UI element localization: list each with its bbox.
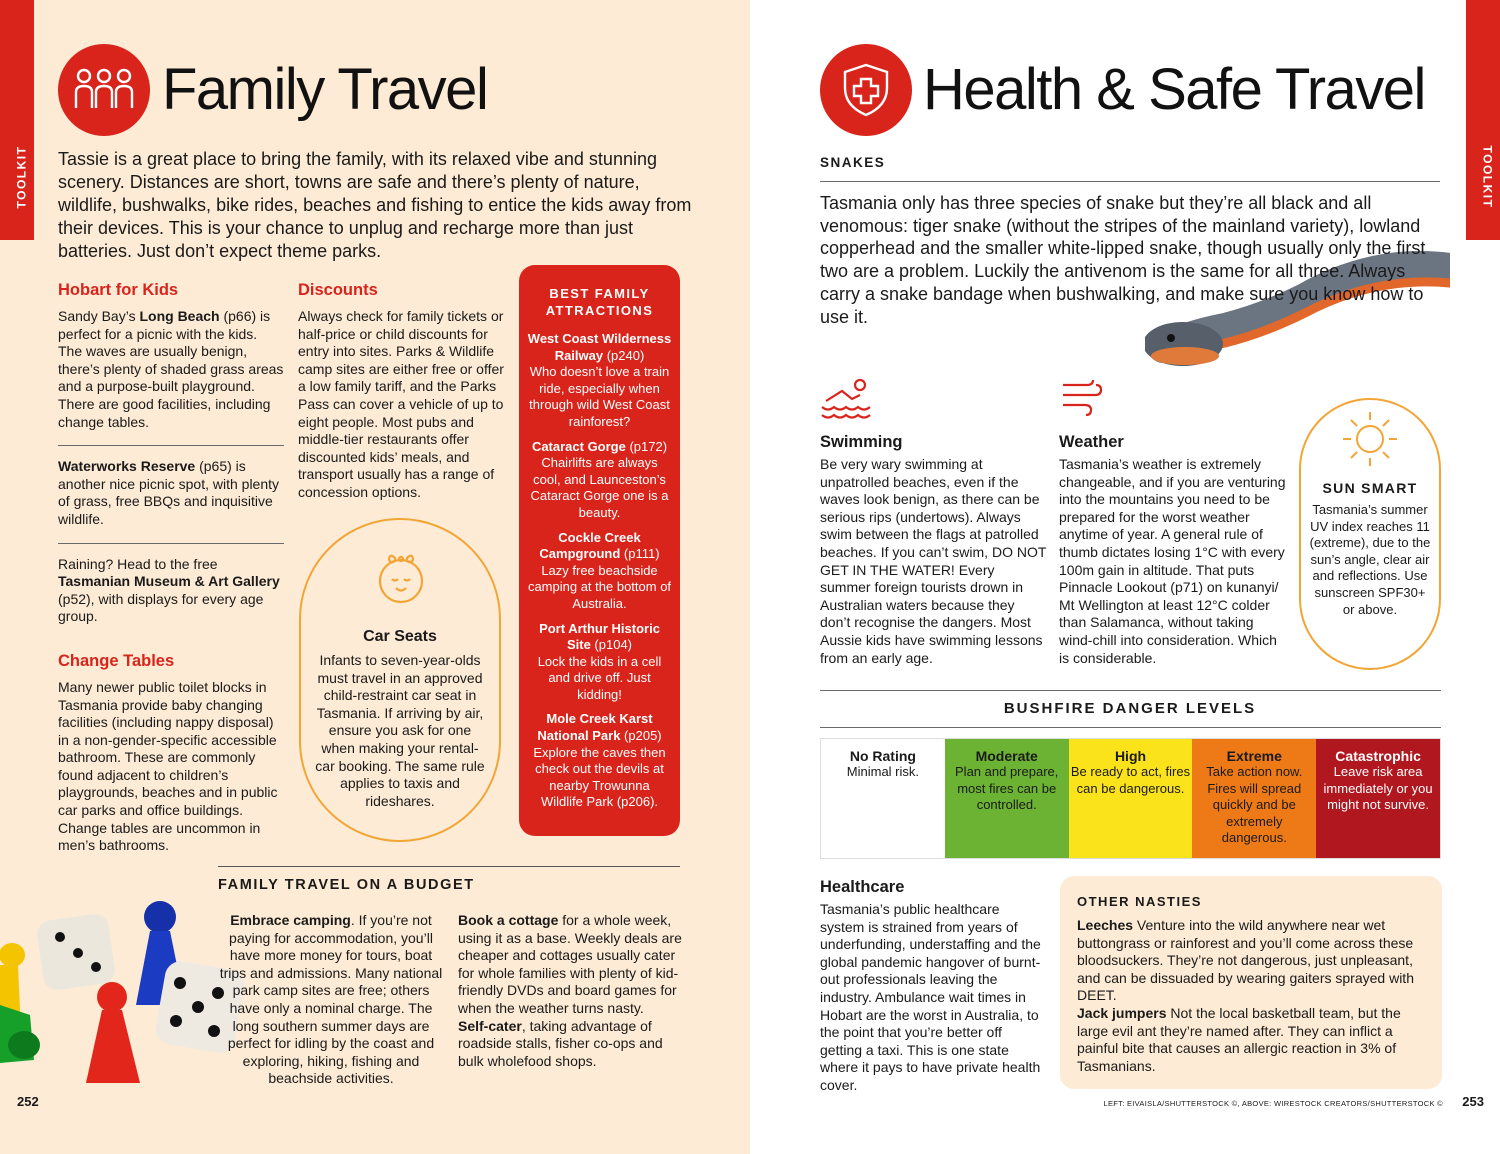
- divider: [820, 181, 1440, 182]
- sun-icon: [1341, 410, 1399, 468]
- attractions-heading: BEST FAMILY ATTRACTIONS: [545, 286, 654, 318]
- healthcare-text: Tasmania’s public healthcare system is strained from years of underfunding, understaffing and the global pandemic hangover of burnt-out professionals leaving the industry. Ambulance wait times in Hobart are the worst in Australia, to the point that you’re better off getting a taxi. This is one state where it pays to have private health cover.: [820, 901, 1041, 1093]
- page-number: 253: [1462, 1094, 1484, 1109]
- right-page: [750, 0, 1500, 1154]
- toolkit-tab-right: [1466, 0, 1500, 240]
- budget-heading: FAMILY TRAVEL ON A BUDGET: [218, 877, 475, 893]
- budget-col-2: [458, 912, 682, 1070]
- camping-text: Embrace camping. If you’re not paying for accommodation, you’ll have more money for tours, boat trips and admissions. Many national park camp sites are free; others have only a nominal charge. The long southern summer days are perfect for idling by the coast and exploring, hiking, fishing and beachside activities.: [219, 912, 443, 1087]
- weather-text: Tasmania’s weather is extremely changeable, and if you are venturing into the mountains you need to be prepared for the worst weather anytime of year. A general rule of thumb dictates losing 1°C with every 100m gain in altitude. That puts Pinnacle Lookout (p71) on kunanyi/ Mt Wellington at least 12°C colder than Salamanca, without taking wind-chill into consideration. Which is considerable.: [1059, 456, 1286, 666]
- attraction-item: West Coast Wilderness Railway (p240) Who doesn’t love a train ride, especially when through wild West Coast rainforest?: [527, 331, 672, 429]
- toolkit-tab-label: TOOLKIT: [1480, 145, 1495, 209]
- bushfire-level: No Rating Minimal risk.: [821, 739, 945, 858]
- healthcare-section: [820, 878, 1046, 1095]
- wind-icon: [1059, 377, 1105, 417]
- discounts-section: [298, 281, 508, 502]
- car-seats-text: Infants to seven-year-olds must travel in an approved child-restraint car seat in Tasmania. If arriving by air, ensure you ask for one when making your rental-car booking. The same rule applies to taxis and rideshares.: [315, 652, 485, 809]
- jack-jumpers-text: Jack jumpers Not the local basketball team, but the large evil ant they’re named after. They can inflict a painful bite that causes an allergic reaction in 3% of Tasmanians.: [1077, 1004, 1401, 1074]
- healthcare-heading: Healthcare: [820, 878, 905, 896]
- divider: [820, 690, 1441, 691]
- discounts-text: Always check for family tickets or half-price or child discounts for entry into sites. Parks & Wildlife camp sites are either free or offer a low family tariff, and the Parks Pass can cover a vehicle of up to eight people. Most pubs and middle-tier restaurants offer discounted kids’ meals, and transport usually has a range of concession options.: [298, 308, 504, 500]
- board-game-pieces-image: [0, 895, 250, 1085]
- page-title: Health & Safe Travel: [923, 57, 1425, 122]
- bushfire-level: Moderate Plan and prepare, most fires can be controlled.: [945, 739, 1069, 858]
- bushfire-level: Catastrophic Leave risk area immediately or you might not survive.: [1316, 739, 1440, 858]
- best-family-attractions-box: [519, 265, 680, 836]
- hobart-for-kids-section: [58, 281, 284, 855]
- change-tables-heading: Change Tables: [58, 651, 175, 670]
- weather-heading: Weather: [1059, 433, 1124, 451]
- waterworks-text: Waterworks Reserve (p65) is another nice picnic spot, with plenty of grass, free BBQs and inquisitive wildlife.: [58, 458, 280, 527]
- bushfire-level: High Be ready to act, fires can be dangerous.: [1069, 739, 1193, 858]
- car-seats-heading: Car Seats: [363, 628, 437, 645]
- sun-smart-heading: SUN SMART: [1322, 480, 1418, 496]
- attraction-item: Port Arthur Historic Site (p104) Lock the kids in a cell and drive off. Just kidding!: [537, 620, 662, 702]
- swimmer-icon: [820, 377, 876, 419]
- attraction-item: Cataract Gorge (p172) Chairlifts are always cool, and Launceston’s Cataract Gorge one is a beauty.: [530, 438, 669, 520]
- photo-credit: LEFT: EIVAISLA/SHUTTERSTOCK ©, ABOVE: WIRESTOCK CREATORS/SHUTTERSTOCK ©: [1103, 1099, 1443, 1108]
- snakes-heading: SNAKES: [820, 155, 886, 170]
- change-tables-text: Many newer public toilet blocks in Tasmania provide baby changing facilities (including nappy disposal) in a non-gender-specific accessible bathroom. These are commonly found adjacent to children’s playgrounds, beaches and in public car parks and office buildings. Change tables are uncommon in men’s bathrooms.: [58, 678, 278, 854]
- sun-smart-text: Tasmania’s summer UV index reaches 11 (extreme), due to the sun’s angle, clear air and reflections. Use sunscreen SPF30+ or above.: [1309, 502, 1431, 617]
- long-beach-text: Sandy Bay’s Long Beach (p66) is perfect for a picnic with the kids. The waves are usually benign, there’s plenty of shaded grass areas and a purpose-built playground. There are good facilities, including change tables.: [58, 308, 284, 430]
- bushfire-level: Extreme Take action now. Fires will spread quickly and be extremely dangerous.: [1192, 739, 1316, 858]
- page-number: 252: [17, 1094, 39, 1109]
- attraction-item: Cockle Creek Campground (p111) Lazy free beachside camping at the bottom of Australia.: [527, 529, 672, 611]
- divider: [218, 866, 680, 867]
- nasties-heading: OTHER NASTIES: [1077, 894, 1202, 909]
- other-nasties-box: [1060, 876, 1442, 1089]
- family-icon: [58, 44, 150, 136]
- toolkit-tab-left: [0, 0, 34, 240]
- cottage-text: Book a cottage for a whole week, using it as a base. Weekly deals are cheaper and cottages usually cater for whole families with plenty of kid-friendly DVDs and board games for when the weather turns nasty.: [458, 912, 682, 1016]
- intro-paragraph: Tassie is a great place to bring the family, with its relaxed vibe and stunning scenery. Distances are short, towns are safe and there’s plenty of nature, wildlife, bushwalks, bike rides, beaches and fishing to entice the kids away from their devices. This is your chance to unplug and recharge more than just batteries. Just don’t expect theme parks.: [58, 149, 692, 261]
- baby-icon: [373, 550, 429, 606]
- divider: [58, 445, 284, 446]
- snakes-text: Tasmania only has three species of snake but they’re all black and all venomous: tiger snake (without the stripes of the mainland variety), lowland copperhead and the smaller white-lipped snake, though usually only the first two are a problem. Luckily the antivenom is the same for all three. Always carry a snake bandage when bushwalking, and make sure you know how to use it.: [820, 193, 1426, 327]
- attraction-item: Mole Creek Karst National Park (p205) Explore the caves then check out the devils at nearby Trowunna Wildlife Park (p206).: [533, 711, 666, 810]
- sun-smart-box: [1299, 398, 1441, 670]
- divider: [820, 727, 1441, 728]
- car-seats-box: [299, 518, 501, 842]
- bushfire-heading: BUSHFIRE DANGER LEVELS: [1003, 700, 1257, 717]
- weather-section: [1059, 433, 1289, 667]
- divider: [58, 543, 284, 544]
- hobart-heading: Hobart for Kids: [58, 281, 179, 299]
- page-title: Family Travel: [162, 57, 488, 122]
- discounts-heading: Discounts: [298, 281, 378, 299]
- museum-text: Raining? Head to the free Tasmanian Museum & Art Gallery (p52), with displays for every age group.: [58, 555, 280, 625]
- swimming-heading: Swimming: [820, 433, 903, 451]
- toolkit-tab-label: TOOLKIT: [14, 145, 29, 209]
- swimming-text: Be very wary swimming at unpatrolled beaches, even if the waves look benign, as there can be serious rips (undertows). Always swim between the flags at patrolled beaches. If you can’t swim, DO NOT GET IN THE WATER! Every summer foreign tourists drown in Australian waters because they don’t recognise the dangers. Most Aussie kids have swimming lessons from an early age.: [820, 456, 1047, 666]
- swimming-section: [820, 433, 1048, 667]
- self-cater-text: Self-cater, taking advantage of roadside stalls, fisher co-ops and bulk wholefood shops.: [458, 1017, 663, 1069]
- bushfire-levels-table: [820, 738, 1441, 859]
- leeches-text: Leeches Venture into the wild anywhere near wet buttongrass or rainforest and you’ll come across these bloodsuckers. They’re not dangerous, just unpleasant, and can be dissuaded by wearing gaiters sprayed with DEET.: [1077, 917, 1414, 1004]
- first-aid-shield-icon: [820, 44, 912, 136]
